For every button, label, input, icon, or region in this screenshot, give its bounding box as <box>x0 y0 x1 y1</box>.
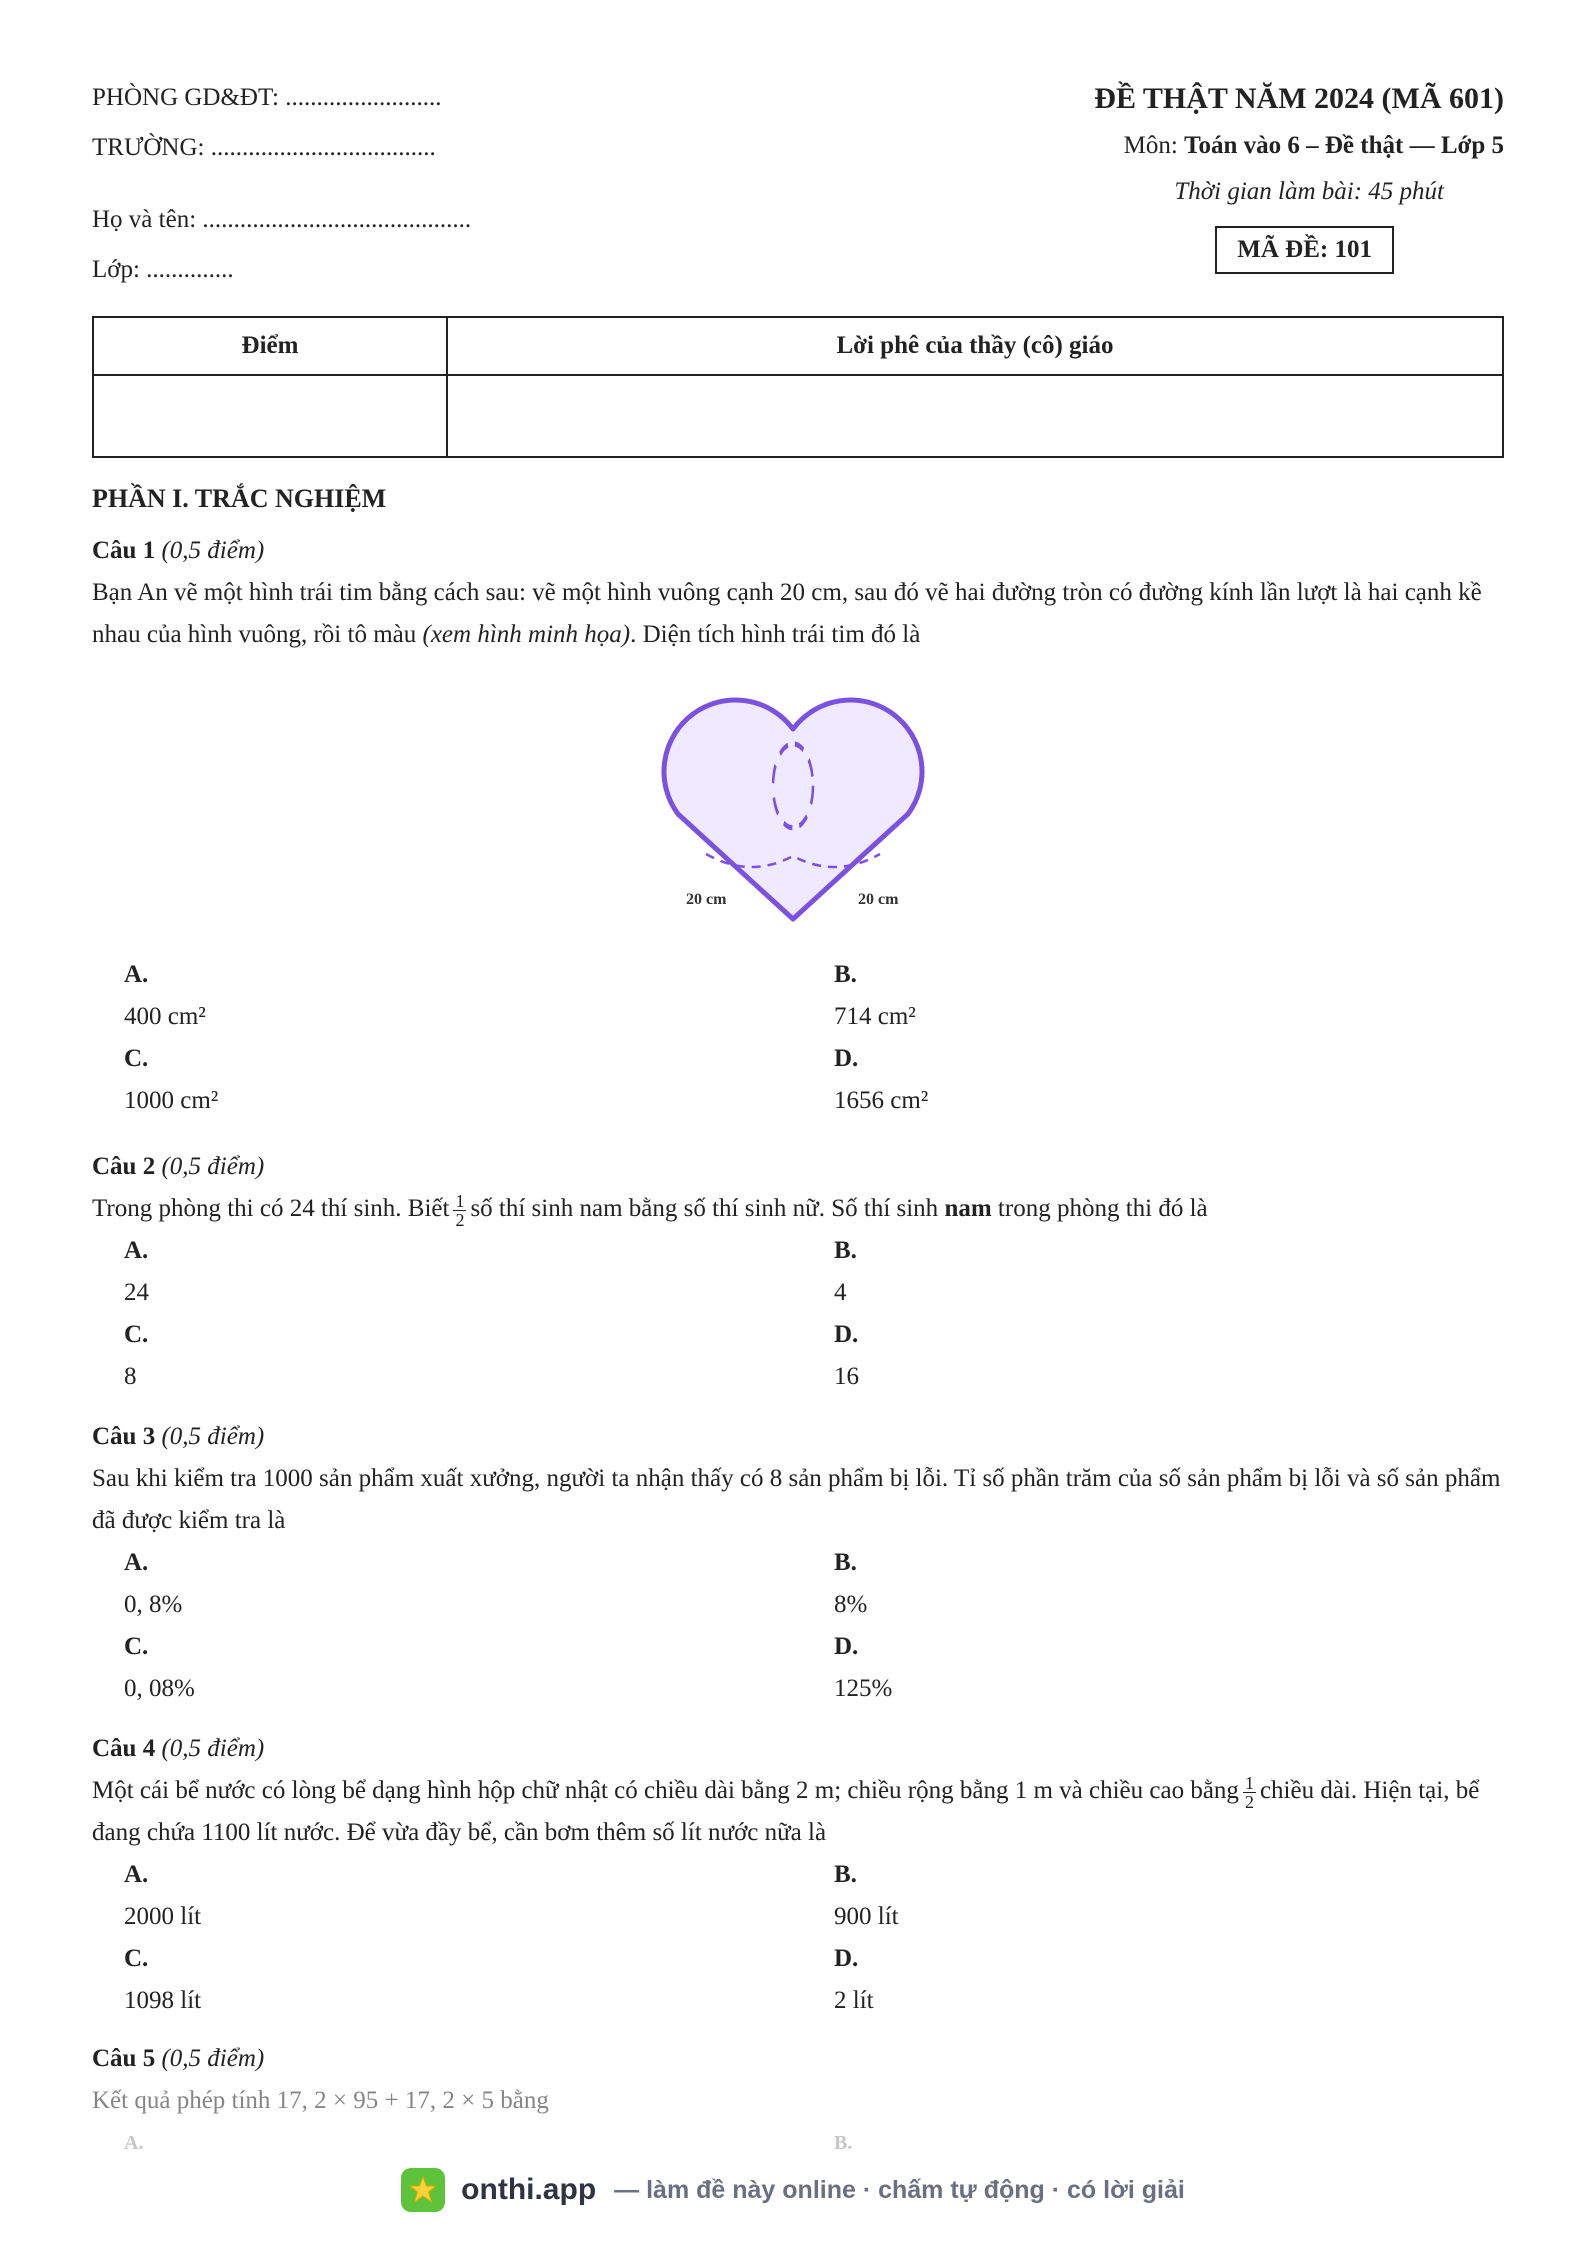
subject-prefix: Môn: <box>1123 132 1178 159</box>
star-icon <box>401 2168 445 2212</box>
question-1 <box>92 530 1504 1134</box>
left-length-label: 20 cm <box>686 891 727 908</box>
promo-banner[interactable] <box>0 2155 1586 2225</box>
right-length-label: 20 cm <box>858 891 899 908</box>
heart-outline <box>664 700 922 919</box>
option-a[interactable]: A. 24 <box>124 1237 149 1306</box>
option-a[interactable]: A. 400 cm² <box>124 961 206 1030</box>
option-a[interactable]: A. <box>124 2132 144 2154</box>
question-2-title: Câu 2 (0,5 điểm) <box>92 1153 265 1180</box>
question-label: Câu 1 <box>92 537 156 564</box>
dept-line: PHÒNG GD&ĐT: ......................... <box>92 84 442 111</box>
question-2 <box>92 1146 1504 1400</box>
question-4-text: Một cái bể nước có lòng bể dạng hình hộp chữ nhật có chiều dài bằng 2 m; chiều rộng bằng 1 m và chiều cao bằng $\frac{1}{2}$ chiều dài. Hiện tại, bể đang chứa 1100 lít nước. Để vừa đầy bể, cần bơm thêm số lít nước nữa là <box>92 1772 1480 1846</box>
option-b[interactable]: B. 8% <box>834 1549 868 1618</box>
heart-figure <box>92 664 1504 954</box>
question-4-title: Câu 4 (0,5 điểm) <box>92 1735 265 1762</box>
name-line: Họ và tên: ........................................... <box>92 206 472 233</box>
question-1-title <box>92 530 1504 572</box>
fraction: $\frac{1}{2}$ <box>1244 1772 1254 1812</box>
question-5-text: Kết quả phép tính 17, 2 × 95 + 17, 2 × 5 bằng <box>92 2087 549 2114</box>
option-b[interactable]: B. 4 <box>834 1237 857 1306</box>
option-d[interactable]: D. 2 lít <box>834 1945 874 2014</box>
question-5 <box>92 2038 1504 2162</box>
comment-cell <box>447 375 1503 457</box>
subject-name: Toán vào 6 – Đề thật — Lớp 5 <box>1184 132 1504 159</box>
question-1-text: Bạn An vẽ một hình trái tim bằng cách sau: vẽ một hình vuông cạnh 20 cm, sau đó vẽ hai đường tròn có đường kính lần lượt là hai cạnh kề nhau của hình vuông, rồi tô màu (xem hình minh họa). Diện tích hình trái tim đó là <box>92 579 1482 648</box>
option-c[interactable]: C. 0, 08% <box>124 1633 195 1702</box>
option-b[interactable]: B. 714 cm² <box>834 961 916 1030</box>
option-a[interactable]: A. 0, 8% <box>124 1549 183 1618</box>
school-line: TRƯỜNG: .................................... <box>92 134 436 161</box>
question-2-options <box>92 1230 1504 1400</box>
subject-line <box>1124 132 1504 160</box>
option-d[interactable]: D. 125% <box>834 1633 893 1702</box>
question-4 <box>92 1728 1504 2024</box>
option-b[interactable]: B. <box>834 2132 853 2154</box>
question-3-options <box>92 1542 1504 1712</box>
section-title: PHẦN I. TRẮC NGHIỆM <box>92 484 387 513</box>
option-c[interactable]: C. 8 <box>124 1321 149 1390</box>
banner-tagline: — làm đề này online · chấm tự động · có lời giải <box>614 2175 1185 2204</box>
question-2-text: Trong phòng thi có 24 thí sinh. Biết $\frac{1}{2}$ số thí sinh nam bằng số thí sinh nữ. Số thí sinh nam trong phòng thi đó là <box>92 1190 1208 1230</box>
option-d[interactable]: D. 1656 cm² <box>834 1045 929 1114</box>
exam-title: ĐỀ THẬT NĂM 2024 (MÃ 601) <box>1094 82 1504 115</box>
score-header: Điểm <box>93 317 447 375</box>
question-3-title: Câu 3 (0,5 điểm) <box>92 1423 265 1450</box>
exam-code-box: MÃ ĐỀ: 101 <box>1215 226 1394 274</box>
option-c[interactable]: C. 1000 cm² <box>124 1045 219 1114</box>
question-5-title: Câu 5 (0,5 điểm) <box>92 2045 265 2072</box>
question-1-options <box>92 954 1504 1134</box>
brand-name[interactable]: onthi.app <box>461 2173 597 2206</box>
question-3 <box>92 1416 1504 1712</box>
option-c[interactable]: C. 1098 lít <box>124 1945 202 2014</box>
time-line: Thời gian làm bài: 45 phút <box>1174 178 1444 205</box>
comment-header: Lời phê của thầy (cô) giáo <box>447 317 1503 375</box>
question-3-text: Sau khi kiểm tra 1000 sản phẩm xuất xưởng, người ta nhận thấy có 8 sản phẩm bị lỗi. Tỉ số phần trăm của số sản phẩm bị lỗi và số sản phẩm đã được kiểm tra là <box>92 1465 1501 1534</box>
fraction: $\frac{1}{2}$ <box>455 1190 465 1230</box>
score-cell <box>93 375 447 457</box>
option-d[interactable]: D. 16 <box>834 1321 859 1390</box>
score-table <box>92 316 1504 458</box>
class-line: Lớp: .............. <box>92 256 234 283</box>
option-b[interactable]: B. 900 lít <box>834 1861 899 1930</box>
question-points: (0,5 điểm) <box>161 537 265 564</box>
option-a[interactable]: A. 2000 lít <box>124 1861 202 1930</box>
question-4-options <box>92 1854 1504 2024</box>
